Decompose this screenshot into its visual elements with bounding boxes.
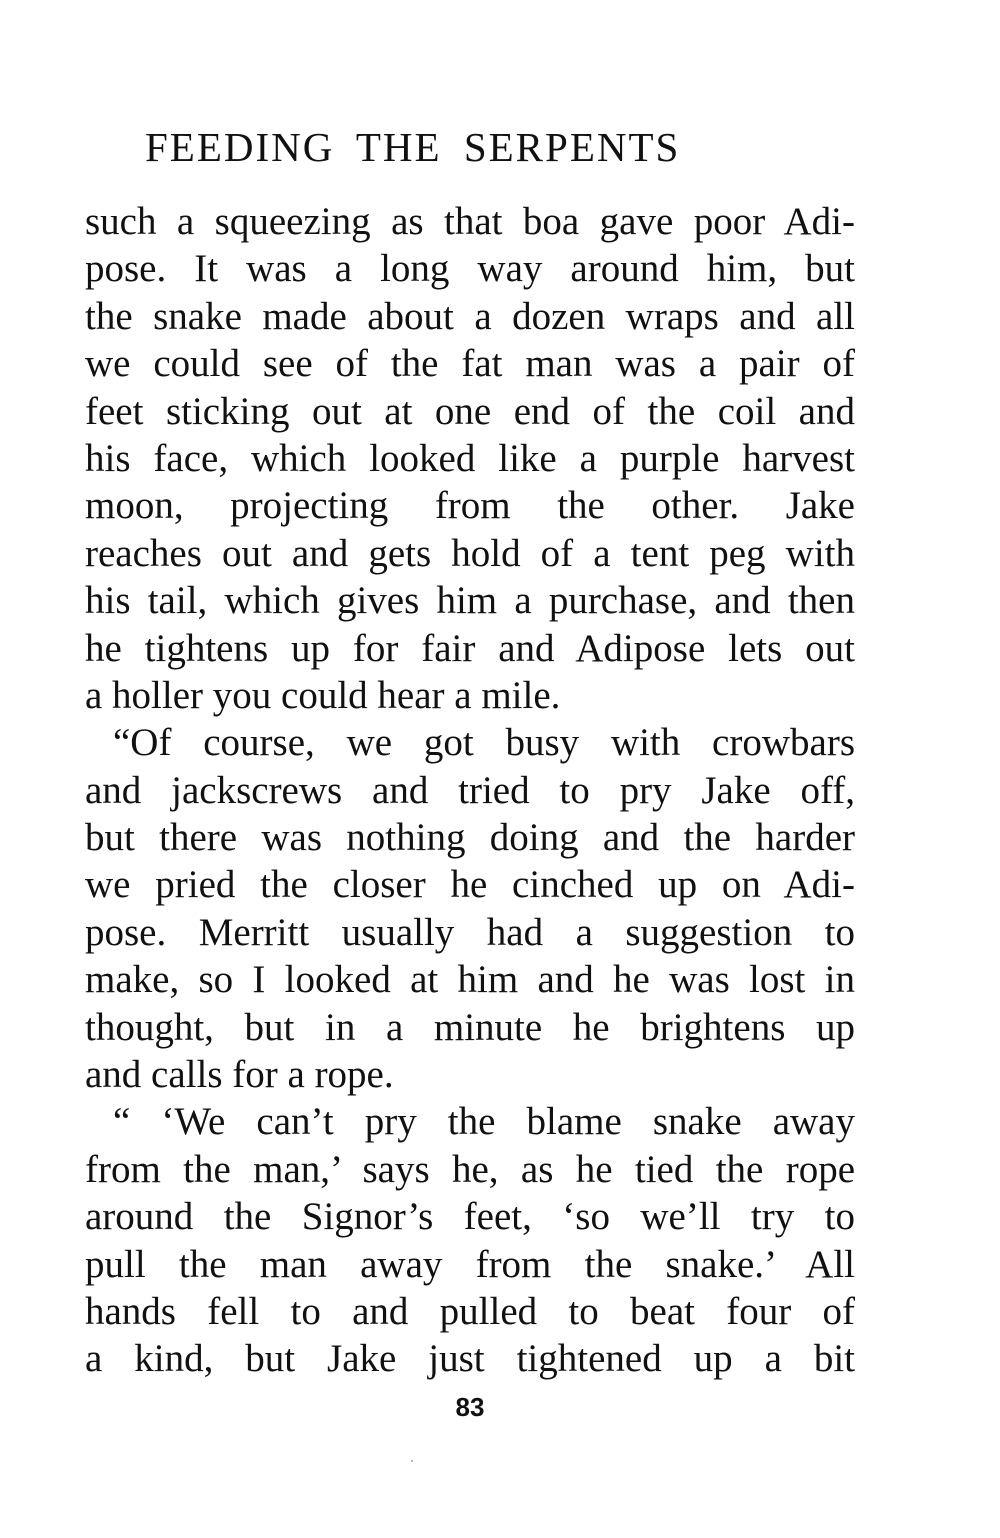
text-line: reaches out and gets hold of a tent peg with (85, 531, 855, 575)
text-line: we pried the closer he cinched up on Adi- (85, 863, 855, 907)
page-number: 83 (455, 1392, 485, 1422)
text-line: around the Signor’s feet, ‘so we’ll try to (85, 1195, 855, 1239)
text-line: from the man,’ says he, as he tied the rope (85, 1147, 855, 1191)
text-line: pose. Merritt usually had a suggestion to (85, 910, 855, 954)
text-line: make, so I looked at him and he was lost in (85, 958, 855, 1002)
text-line: thought, but in a minute he brightens up (85, 1005, 855, 1049)
body-text (85, 198, 855, 1383)
text-line: “ ‘We can’t pry the blame snake away (113, 1100, 855, 1144)
text-line: a kind, but Jake just tightened up a bit (85, 1337, 855, 1381)
print-speck (411, 1460, 413, 1462)
text-line: his face, which looked like a purple harvest (85, 436, 855, 480)
running-head: FEEDING THE SERPENTS (145, 124, 681, 170)
text-line: pose. It was a long way around him, but (85, 247, 855, 291)
text-line: he tightens up for fair and Adipose lets out (85, 626, 855, 670)
text-line: and calls for a rope. (85, 1053, 394, 1097)
text-line: and jackscrews and tried to pry Jake off, (85, 768, 855, 812)
text-line: his tail, which gives him a purchase, and then (85, 579, 855, 623)
text-line: such a squeezing as that boa gave poor Adi- (85, 200, 855, 243)
text-line: the snake made about a dozen wraps and all (85, 294, 855, 338)
text-line: but there was nothing doing and the harder (85, 816, 855, 860)
text-line: we could see of the fat man was a pair of (85, 342, 855, 386)
text-line: pull the man away from the snake.’ All (85, 1242, 855, 1286)
text-line: a holler you could hear a mile. (85, 673, 561, 717)
text-line: “Of course, we got busy with crowbars (113, 721, 855, 765)
text-line: hands fell to and pulled to beat four of (85, 1289, 855, 1333)
text-line: feet sticking out at one end of the coil and (85, 389, 855, 433)
text-line: moon, projecting from the other. Jake (85, 484, 855, 528)
